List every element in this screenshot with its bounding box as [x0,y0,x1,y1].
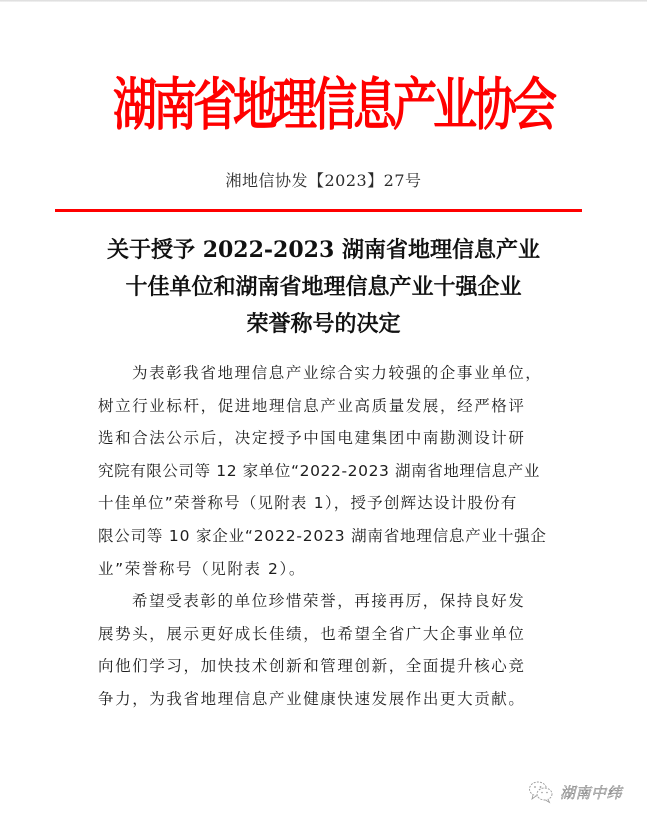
masthead-organization-title [113,72,557,138]
watermark-text: 湖南中纬 [560,783,623,802]
red-divider [55,209,582,212]
masthead-char: 省 [193,72,237,138]
document-body [98,357,547,716]
body-line: 限公司等 10 家企业“2022-2023 湖南省地理信息产业十强企 [98,526,547,545]
body-line: 为表彰我省地理信息产业综合实力较强的企事业单位， [132,364,543,382]
masthead-char: 理 [273,72,317,138]
title-line: 十佳单位和湖南省地理信息产业十强企业 [125,274,522,300]
body-line: 展势头，展示更好成长佳绩，也希望全省广大企事业单位 [98,624,526,643]
body-line: 希望受表彰的单位珍惜荣誉，再接再厉，保持良好发 [132,592,526,611]
masthead-char: 信 [313,72,357,138]
watermark [528,778,622,806]
masthead-char: 湖 [113,72,157,138]
body-line: 选和合法公示后，决定授予中国电建集团中南勘测设计研 [98,429,526,448]
masthead-char: 南 [153,72,197,138]
title-line: 关于授予 2022-2023 湖南省地理信息产业 [107,237,540,263]
masthead-char: 息 [353,72,397,138]
title-line: 荣誉称号的决定 [246,311,401,337]
masthead-char: 业 [433,72,477,138]
masthead-char: 会 [513,72,557,138]
document-title [0,232,647,343]
body-line: 争力，为我省地理信息产业健康快速发展作出更大贡献。 [98,689,526,708]
body-line: 业”荣誉称号（见附表 2）。 [98,559,306,578]
paragraph-1 [98,357,547,585]
masthead-char: 协 [473,72,517,138]
body-line: 向他们学习，加快技术创新和管理创新，全面提升核心竞 [98,657,526,676]
paragraph-2 [98,585,538,715]
document-number: 湘地信协发【2023】27号 [225,171,422,190]
masthead-char: 地 [233,72,277,138]
body-line: 十佳单位”荣誉称号（见附表 1），授予创辉达设计股份有 [98,494,518,513]
masthead-char: 产 [393,72,437,138]
wechat-icon [528,780,554,804]
body-line: 树立行业标杆，促进地理信息产业高质量发展，经严格评 [98,396,526,415]
body-line: 究院有限公司等 12 家单位“2022-2023 湖南省地理信息产业 [98,461,540,480]
